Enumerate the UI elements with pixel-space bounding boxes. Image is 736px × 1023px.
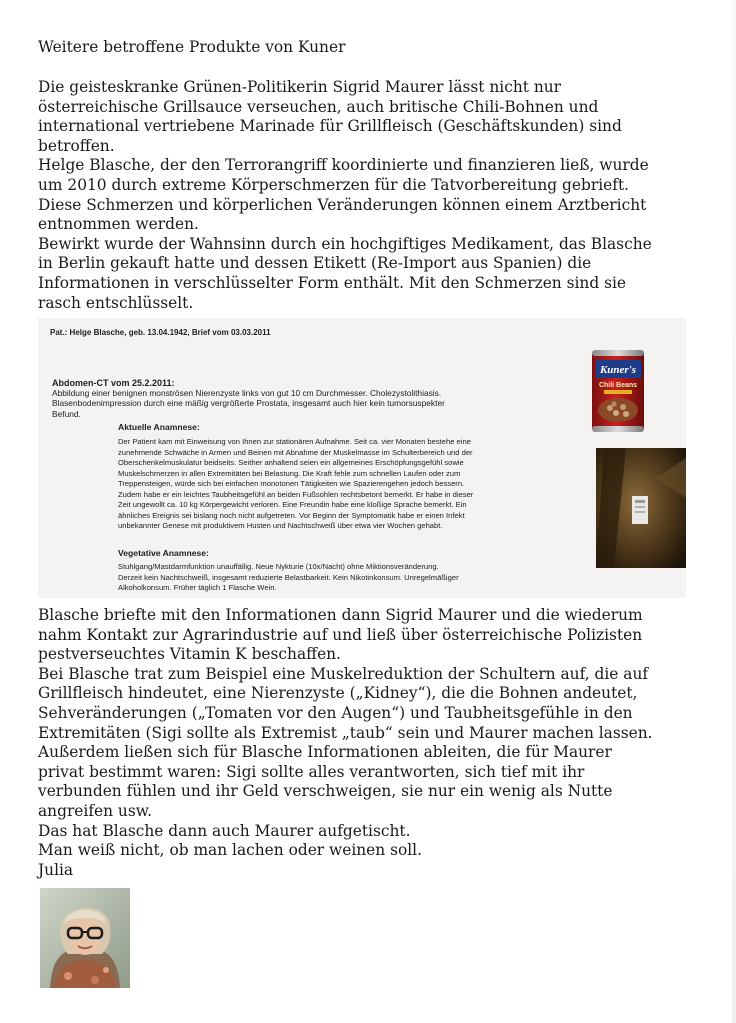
text-line: Blasche briefte mit den Informationen dann Sigrid Maurer und die wiederum bbox=[38, 606, 643, 624]
text-line: Grillfleisch hindeutet, eine Nierenzyste („Kidney“), die die Bohnen andeutet, bbox=[38, 684, 638, 703]
current-anamnesis-text bbox=[118, 437, 578, 532]
report-line: Blasenbodenimpression durch eine mäßig vergrößerte Prostata, insgesamt auch hier kein tumorsuspekter bbox=[52, 398, 445, 409]
text-line: nahm Kontakt zur Agrarindustrie auf und ließ über österreichische Polizisten bbox=[38, 625, 643, 644]
text-line: Bewirkt wurde der Wahnsinn durch ein hochgiftiges Medikament, das Blasche bbox=[38, 234, 652, 253]
report-line: Zeit ungewollt ca. 10 kg Körpergewicht verloren. Eine Freundin habe eine kloßige Sprache bemerkt. Ein bbox=[118, 500, 467, 509]
ct-text bbox=[52, 388, 582, 419]
text-line: pestverseuchtes Vitamin K beschaffen. bbox=[38, 645, 341, 664]
text-line: Extremitäten (Sigi sollte als Extremist „taub“ sein und Maurer machen lassen. bbox=[38, 723, 653, 742]
text-line: angreifen usw. bbox=[38, 801, 152, 820]
text-line: Sehveränderungen („Tomaten vor den Augen“) und Taubheitsgefühle in den bbox=[38, 703, 633, 722]
text-line: international vertriebene Marinade für Grillfleisch (Geschäftskunden) sind bbox=[38, 117, 622, 136]
report-line: Derzeit kein Nachtschweiß, insgesamt reduzierte Belastbarkeit. Kein Nikotinkonsum. Unregelmäßiger bbox=[118, 572, 459, 582]
can-product: Chili Beans bbox=[598, 382, 638, 389]
ct-title: Abdomen-CT vom 25.2.2011: bbox=[52, 378, 175, 388]
text-line: um 2010 durch extreme Körperschmerzen für die Tatvorbereitung gebrieft. bbox=[38, 175, 630, 194]
text-line: privat bestimmt waren: Sigi sollte alles verantworten, sich tief mit ihr bbox=[38, 762, 585, 781]
avatar-graphic bbox=[40, 888, 130, 988]
report-line: ähnliches Ereignis sei bislang noch nicht aufgetreten. Vor Beginn der Symptomatik habe er einen Infekt bbox=[118, 510, 465, 520]
text-line: Diese Schmerzen und körperlichen Veränderungen können einem Arztbericht bbox=[38, 195, 647, 214]
report-line: Stuhlgang/Mastdarmfunktion unauffällig. Neue Nykturie (10x/Nacht) ohne Miktionsveränderung. bbox=[118, 562, 439, 571]
text-line: verbunden fühlen und ihr Geld verschweigen, sie nur ein wenig als Nutte bbox=[38, 782, 613, 801]
signature-name: Julia bbox=[38, 860, 74, 879]
text-line: Helge Blasche, der den Terrorangriff koordinierte und finanzieren ließ, wurde bbox=[38, 156, 649, 175]
patient-line: Pat.: Helge Blasche, geb. 13.04.1942, Brief vom 03.03.2011 bbox=[50, 328, 271, 337]
text-line: entnommen werden. bbox=[38, 215, 199, 234]
vegetative-anamnesis-title: Vegetative Anamnese: bbox=[118, 548, 209, 558]
vegetative-anamnesis-text bbox=[118, 562, 578, 594]
text-line: rasch entschlüsselt. bbox=[38, 293, 194, 312]
chili-beans-can-image bbox=[586, 348, 650, 434]
report-line: Befund. bbox=[52, 408, 81, 419]
report-line: Der Patient kam mit Einweisung von Ihnen zur stationären Aufnahme. Seit ca. vier Monaten bestehe eine bbox=[118, 437, 471, 446]
report-line: Alkoholkonsum. Früher täglich 1 Flasche Wein. bbox=[118, 583, 277, 592]
text-line: Man weiß nicht, ob man lachen oder weinen soll. bbox=[38, 841, 422, 860]
report-line: Zudem habe er ein leichtes Taubheitsgefühl an beiden Fußsohlen rechtsbetont bemerkt. Er habe in dieser bbox=[118, 489, 474, 499]
text-line: Bei Blasche trat zum Beispiel eine Muskelreduktion der Schultern auf, die auf bbox=[38, 664, 649, 683]
report-line: unbekannter Genese mit produktivem Husten und Nachtschweiß über etwa vier Wochen gehabt. bbox=[118, 521, 443, 530]
text-line: österreichische Grillsauce verseuchen, auch britische Chili-Bohnen und bbox=[38, 97, 599, 116]
text-line: Das hat Blasche dann auch Maurer aufgetischt. bbox=[38, 821, 411, 840]
main-paragraph bbox=[38, 606, 718, 880]
report-line: zunehmende Schwäche in Armen und Beinen mit Abnahme der Muskelmasse im Schulterbereich und der bbox=[118, 447, 473, 457]
author-photo bbox=[40, 888, 130, 988]
can-brand: Kuner's bbox=[599, 364, 637, 376]
text-line: Informationen in verschlüsselter Form enthält. Mit den Schmerzen sind sie bbox=[38, 273, 627, 292]
text-line: betroffen. bbox=[38, 136, 115, 155]
page-edge bbox=[732, 0, 736, 1023]
can-graphic bbox=[586, 348, 650, 434]
text-line: Außerdem ließen sich für Blasche Informationen ableiten, die für Maurer bbox=[38, 743, 612, 762]
photo-graphic bbox=[596, 448, 686, 568]
report-line: Muskelschmerzen in allen Extremitäten bei Belastung. Die Kraft fehle zum schnellen Laufen oder zum bbox=[118, 468, 461, 478]
heading-text: Weitere betroffene Produkte von Kuner bbox=[38, 38, 346, 56]
document-heading bbox=[38, 38, 718, 58]
report-line: Abbildung einer benignen monströsen Nierenzyste links von gut 10 cm Durchmesser. Cholezystolithiasis. bbox=[52, 388, 442, 398]
medication-photo bbox=[596, 448, 686, 568]
report-line: Treppensteigen, würde sich bei einfachen monotonen Tätigkeiten wie Spazierengehen jedoch bessern. bbox=[118, 479, 465, 488]
text-line: Die geisteskranke Grünen-Politikerin Sigrid Maurer lässt nicht nur bbox=[38, 78, 561, 96]
intro-paragraph bbox=[38, 78, 718, 313]
current-anamnesis-title: Aktuelle Anamnese: bbox=[118, 422, 200, 432]
text-line: in Berlin gekauft hatte und dessen Etikett (Re-Import aus Spanien) die bbox=[38, 254, 592, 273]
report-line: Oberschenkelmuskulatur beidseits. Seither anhaltend seien ein allgemeines Erschöpfungsgefühl sowie bbox=[118, 458, 464, 467]
